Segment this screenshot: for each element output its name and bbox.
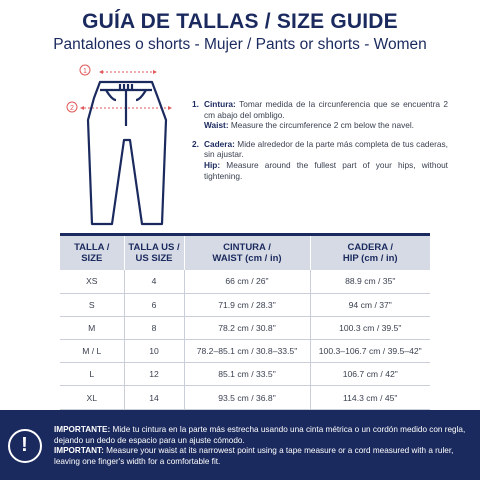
pants-drawing xyxy=(62,60,182,235)
cell-waist: 78.2 cm / 30.8" xyxy=(184,316,310,339)
cell-us-size: 12 xyxy=(124,363,184,386)
table-row xyxy=(60,363,430,386)
cell-size: S xyxy=(60,293,124,316)
header-us-size: TALLA US / US SIZE xyxy=(124,236,184,270)
instruction-hip xyxy=(192,139,448,181)
cell-us-size: 4 xyxy=(124,270,184,293)
important-label-es: IMPORTANTE: xyxy=(54,425,111,434)
measurement-instructions xyxy=(192,99,448,189)
waist-label-es: Cintura: xyxy=(204,99,236,109)
cell-waist: 78.2–85.1 cm / 30.8–33.5" xyxy=(184,340,310,363)
cell-waist: 66 cm / 26" xyxy=(184,270,310,293)
size-table-container xyxy=(60,233,430,410)
important-text-en: Measure your waist at its narrowest point using a tape measure or a cord measured with a ruler, leaving one finger's width for a comfortable fit. xyxy=(54,446,454,466)
cell-hip: 94 cm / 37" xyxy=(310,293,430,316)
waist-label-en: Waist: xyxy=(204,120,229,131)
cell-waist: 85.1 cm / 33.5" xyxy=(184,363,310,386)
waist-text-es: Tomar medida de la circunferencia que se encuentra 2 cm abajo del ombligo. xyxy=(204,99,448,120)
cell-size: L xyxy=(60,363,124,386)
table-row xyxy=(60,316,430,339)
cell-hip: 100.3 cm / 39.5" xyxy=(310,316,430,339)
cell-size: M / L xyxy=(60,340,124,363)
important-note-en xyxy=(54,446,472,467)
important-note-text xyxy=(54,425,472,467)
instruction-number: 2. xyxy=(192,138,199,149)
table-header-row xyxy=(60,236,430,270)
cell-size: M xyxy=(60,316,124,339)
important-note-es xyxy=(54,425,472,446)
cell-us-size: 8 xyxy=(124,316,184,339)
exclamation-icon: ! xyxy=(8,429,42,463)
page-title: GUÍA DE TALLAS / SIZE GUIDE xyxy=(82,10,398,33)
table-row xyxy=(60,270,430,293)
cell-hip: 114.3 cm / 45" xyxy=(310,386,430,409)
hip-label-en: Hip: xyxy=(204,159,221,170)
page-subtitle: Pantalones o shorts - Mujer / Pants or shorts - Women xyxy=(53,36,427,53)
cell-hip: 100.3–106.7 cm / 39.5–42" xyxy=(310,340,430,363)
cell-hip: 106.7 cm / 42" xyxy=(310,363,430,386)
hip-label-es: Cadera: xyxy=(204,138,235,149)
waist-marker-number: 1 xyxy=(83,68,87,75)
hip-marker-number: 2 xyxy=(70,105,74,112)
cell-size: XL xyxy=(60,386,124,409)
cell-us-size: 6 xyxy=(124,293,184,316)
important-label-en: IMPORTANT: xyxy=(54,446,104,455)
table-row xyxy=(60,340,430,363)
hip-text-es: Mide alrededor de la parte más completa de tus caderas, sin ajustar. xyxy=(204,138,448,160)
header-waist: CINTURA / WAIST (cm / in) xyxy=(184,236,310,270)
size-table xyxy=(60,236,430,410)
pants-outline xyxy=(88,82,166,224)
cell-size: XS xyxy=(60,270,124,293)
instruction-number: 1. xyxy=(192,99,199,109)
important-note-banner xyxy=(0,410,480,480)
header-hip: CADERA / HIP (cm / in) xyxy=(342,242,398,264)
cell-us-size: 10 xyxy=(124,340,184,363)
waist-measure-marker xyxy=(80,65,157,75)
instruction-waist xyxy=(192,99,448,131)
important-text-es: Mide tu cintura en la parte más estrecha usando una cinta métrica o un cordón medido con regla, dejando un dedo de espacio para un ajuste cómodo. xyxy=(54,425,466,445)
header-size: TALLA / SIZE xyxy=(60,236,124,270)
waist-text-en: Measure the circumference 2 cm below the navel. xyxy=(228,120,414,131)
cell-waist: 93.5 cm / 36.8" xyxy=(184,386,310,409)
hip-text-en: Measure around the fullest part of your hips, without tightening. xyxy=(204,159,448,181)
cell-waist: 71.9 cm / 28.3" xyxy=(184,293,310,316)
cell-hip: 88.9 cm / 35" xyxy=(310,270,430,293)
hip-measure-marker xyxy=(67,102,172,112)
table-row xyxy=(60,293,430,316)
pants-illustration xyxy=(62,60,182,235)
table-row xyxy=(60,386,430,409)
cell-us-size: 14 xyxy=(124,386,184,409)
